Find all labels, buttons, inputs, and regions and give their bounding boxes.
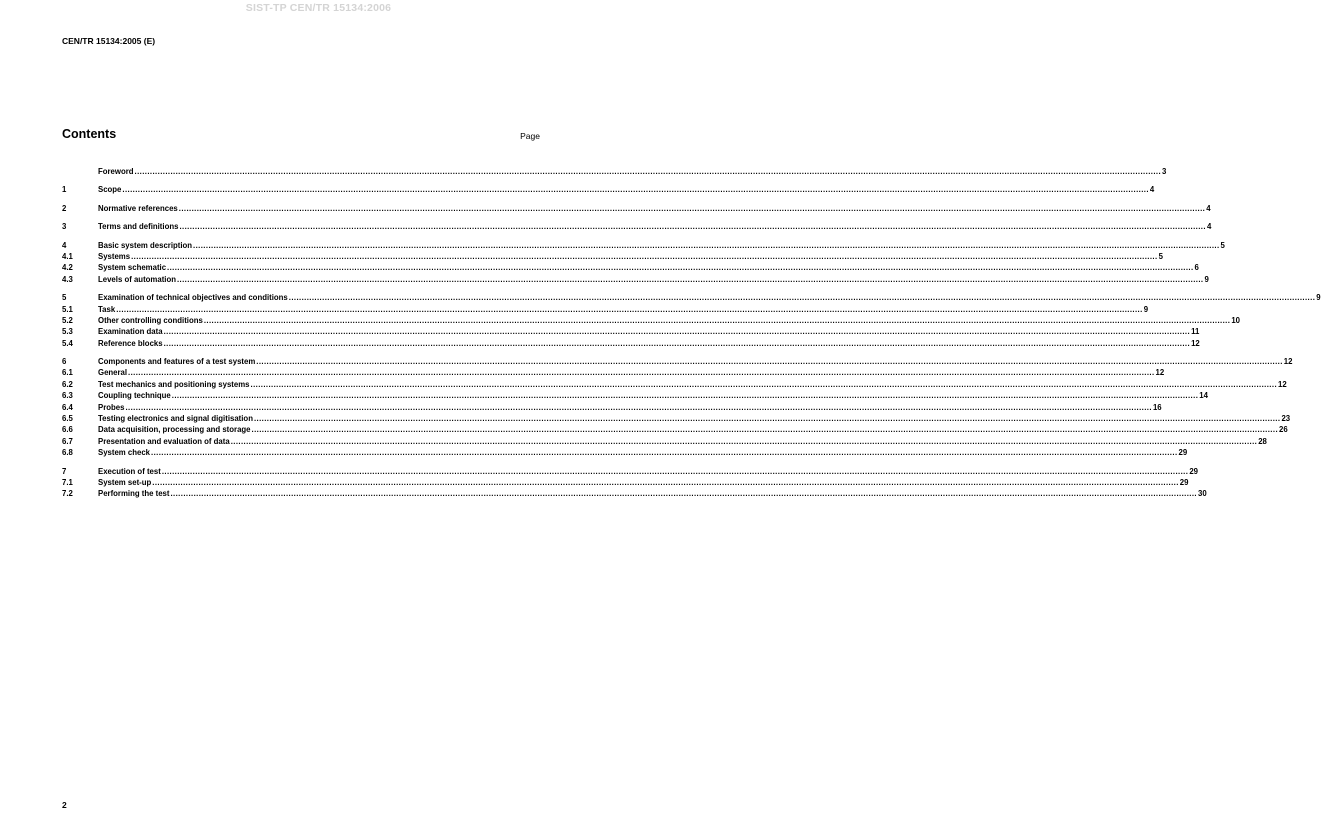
- toc-dot-leader: ................................................................................................................................................................................................................................................................................................................................................................................................................: [134, 167, 1162, 176]
- toc-entry[interactable]: [62, 402, 1162, 413]
- toc-entry-number: 6.4: [62, 402, 73, 412]
- toc-entry[interactable]: [62, 240, 1225, 251]
- toc-entry-number: 3: [62, 222, 67, 232]
- toc-entry-number: 4.1: [62, 251, 73, 261]
- toc-dot-leader: ................................................................................................................................................................................................................................................................................................................................................................................................................: [152, 477, 1179, 487]
- toc-entry-number: 7.1: [62, 477, 73, 487]
- toc-entry-title: Testing electronics and signal digitisation: [98, 414, 253, 424]
- toc-dot-leader: ................................................................................................................................................................................................................................................................................................................................................................................................................: [163, 327, 1191, 337]
- toc-section: [62, 240, 1225, 286]
- toc-entry-number: 5.1: [62, 304, 73, 314]
- toc-entry-title: Systems: [98, 251, 131, 261]
- toc-entry-title: Coupling technique: [98, 391, 171, 401]
- toc-entry-page: 26: [1279, 425, 1288, 435]
- toc-entry-page: 30: [1197, 489, 1207, 499]
- document-id: CEN/TR 15134:2005 (E): [62, 36, 156, 46]
- toc-entry[interactable]: [62, 338, 1200, 349]
- toc-entry[interactable]: [62, 436, 1267, 447]
- toc-entry-number: 5.3: [62, 327, 73, 337]
- contents-heading: Contents: [62, 127, 117, 141]
- toc-entry[interactable]: [62, 477, 1189, 488]
- toc-entry-page: 23: [1281, 414, 1291, 424]
- toc-entry[interactable]: [62, 262, 1199, 273]
- toc-dot-leader: ................................................................................................................................................................................................................................................................................................................................................................................................................: [256, 357, 1283, 367]
- toc-entry-title: Normative references: [98, 203, 178, 213]
- toc-entry[interactable]: [62, 166, 1167, 177]
- toc-entry-number: 4.2: [62, 263, 73, 273]
- toc-entry[interactable]: [62, 466, 1199, 477]
- toc-entry-title: Scope: [98, 185, 122, 195]
- toc-entry-page: 28: [1258, 436, 1267, 446]
- toc-entry-number: 4.3: [62, 274, 73, 284]
- toc-section: [62, 356, 1293, 459]
- toc-entry[interactable]: [62, 315, 1241, 326]
- toc-dot-leader: ................................................................................................................................................................................................................................................................................................................................................................................................................: [230, 436, 1258, 446]
- toc-entry-number: 6.6: [62, 425, 73, 435]
- toc-entry[interactable]: [62, 304, 1149, 315]
- toc-entry-number: 6.3: [62, 391, 73, 401]
- toc-section: [62, 292, 1321, 349]
- toc-dot-leader: ................................................................................................................................................................................................................................................................................................................................................................................................................: [122, 185, 1149, 195]
- toc-entry-title: System check: [98, 448, 151, 458]
- toc-entry-number: 1: [62, 185, 67, 195]
- toc-dot-leader: ................................................................................................................................................................................................................................................................................................................................................................................................................: [176, 274, 1204, 284]
- toc-section: [62, 203, 1211, 214]
- toc-dot-leader: ................................................................................................................................................................................................................................................................................................................................................................................................................: [171, 391, 1199, 401]
- toc-entry-title: Presentation and evaluation of data: [98, 436, 230, 446]
- toc-entry-number: 7.2: [62, 489, 73, 499]
- toc-entry-title: Terms and definitions: [98, 222, 179, 232]
- toc-entry[interactable]: [62, 251, 1163, 262]
- toc-entry-title: Probes: [98, 402, 125, 412]
- toc-entry[interactable]: [62, 447, 1188, 458]
- toc-entry-page: 12: [1155, 368, 1165, 378]
- toc-entry-number: 6.2: [62, 379, 73, 389]
- toc-entry-number: 6.5: [62, 414, 73, 424]
- toc-section: [62, 184, 1155, 195]
- toc-entry-title: General: [98, 368, 128, 378]
- toc-dot-leader: ................................................................................................................................................................................................................................................................................................................................................................................................................: [163, 338, 1191, 348]
- toc-section: [62, 221, 1212, 232]
- toc-section: [62, 166, 1167, 177]
- toc-dot-leader: ................................................................................................................................................................................................................................................................................................................................................................................................................: [253, 414, 1281, 424]
- toc-entry-title: Basic system description: [98, 240, 193, 250]
- toc-entry-title: Foreword: [98, 167, 134, 176]
- toc-entry[interactable]: [62, 488, 1207, 499]
- page-column-label: Page: [520, 131, 540, 141]
- toc-dot-leader: ................................................................................................................................................................................................................................................................................................................................................................................................................: [170, 489, 1197, 499]
- toc-entry-page: 3: [1162, 167, 1167, 176]
- toc-entry-number: 5.2: [62, 315, 73, 325]
- toc-entry[interactable]: [62, 413, 1291, 424]
- toc-entry-page: 4: [1206, 203, 1211, 213]
- toc-entry-title: Reference blocks: [98, 338, 163, 348]
- toc-entry-number: 6.7: [62, 436, 73, 446]
- toc-entry[interactable]: [62, 390, 1208, 401]
- toc-entry[interactable]: [62, 274, 1209, 285]
- toc-entry-title: System set-up: [98, 477, 152, 487]
- toc-entry[interactable]: [62, 424, 1288, 435]
- toc-entry-page: 4: [1149, 185, 1155, 195]
- toc-dot-leader: ................................................................................................................................................................................................................................................................................................................................................................................................................: [161, 466, 1189, 476]
- toc-entry-title: Data acquisition, processing and storage: [98, 425, 251, 435]
- toc-entry-number: 2: [62, 203, 67, 213]
- toc-entry-title: Levels of automation: [98, 274, 176, 284]
- toc-entry-page: 11: [1191, 327, 1200, 337]
- toc-entry-title: Task: [98, 304, 116, 314]
- toc-section: [62, 466, 1207, 500]
- toc-dot-leader: ................................................................................................................................................................................................................................................................................................................................................................................................................: [178, 203, 1206, 213]
- toc-entry[interactable]: [62, 203, 1211, 214]
- toc-entry[interactable]: [62, 221, 1212, 232]
- toc-entry-number: 6.8: [62, 448, 73, 458]
- toc-entry-page: 14: [1199, 391, 1208, 401]
- toc-entry-page: 12: [1278, 379, 1287, 389]
- toc-entry-title: Test mechanics and positioning systems: [98, 379, 250, 389]
- toc-dot-leader: ................................................................................................................................................................................................................................................................................................................................................................................................................: [250, 379, 1278, 389]
- toc-entry-page: 5: [1158, 251, 1163, 261]
- toc-entry-page: 9: [1143, 304, 1149, 314]
- toc-entry-page: 12: [1283, 357, 1293, 367]
- toc-entry-page: 29: [1178, 448, 1188, 458]
- toc-entry-page: 29: [1189, 466, 1199, 476]
- toc-entry-page: 16: [1152, 402, 1162, 412]
- toc-entry-page: 10: [1231, 315, 1241, 325]
- toc-entry-title: Performing the test: [98, 489, 170, 499]
- table-of-contents: [62, 166, 1321, 507]
- toc-entry-title: Components and features of a test system: [98, 357, 256, 367]
- toc-entry-number: 6: [62, 357, 67, 367]
- toc-entry-page: 5: [1220, 240, 1225, 250]
- toc-entry-page: 6: [1194, 263, 1199, 273]
- toc-entry-title: Examination data: [98, 327, 163, 337]
- toc-dot-leader: ................................................................................................................................................................................................................................................................................................................................................................................................................: [179, 222, 1206, 232]
- toc-entry-page: 4: [1206, 222, 1212, 232]
- page-number: 2: [62, 800, 67, 810]
- toc-entry-title: Examination of technical objectives and conditions: [98, 293, 288, 303]
- toc-entry-number: 7: [62, 466, 67, 476]
- toc-entry[interactable]: [62, 379, 1287, 390]
- toc-entry-page: 29: [1179, 477, 1189, 487]
- toc-entry-number: 5: [62, 293, 67, 303]
- toc-dot-leader: ................................................................................................................................................................................................................................................................................................................................................................................................................: [193, 240, 1220, 250]
- toc-dot-leader: ................................................................................................................................................................................................................................................................................................................................................................................................................: [125, 402, 1152, 412]
- toc-entry-page: 9: [1204, 274, 1209, 284]
- toc-dot-leader: ................................................................................................................................................................................................................................................................................................................................................................................................................: [288, 293, 1316, 303]
- toc-entry-title: Other controlling conditions: [98, 315, 203, 325]
- toc-dot-leader: ................................................................................................................................................................................................................................................................................................................................................................................................................: [151, 448, 1178, 458]
- toc-entry[interactable]: [62, 292, 1321, 303]
- toc-entry-title: System schematic: [98, 263, 167, 273]
- toc-entry-page: 12: [1191, 338, 1200, 348]
- toc-entry-number: 6.1: [62, 368, 73, 378]
- toc-dot-leader: ................................................................................................................................................................................................................................................................................................................................................................................................................: [167, 263, 1194, 273]
- toc-entry-number: 5.4: [62, 338, 73, 348]
- toc-dot-leader: ................................................................................................................................................................................................................................................................................................................................................................................................................: [203, 315, 1231, 325]
- toc-entry-page: 9: [1316, 293, 1321, 303]
- toc-entry-title: Execution of test: [98, 466, 161, 476]
- toc-entry[interactable]: [62, 356, 1293, 367]
- toc-dot-leader: ................................................................................................................................................................................................................................................................................................................................................................................................................: [251, 425, 1279, 435]
- watermark: SIST-TP CEN/TR 15134:2006: [245, 2, 392, 14]
- toc-entry[interactable]: [62, 184, 1155, 195]
- toc-entry[interactable]: [62, 367, 1165, 378]
- toc-dot-leader: ................................................................................................................................................................................................................................................................................................................................................................................................................: [116, 304, 1143, 314]
- toc-entry[interactable]: [62, 326, 1200, 337]
- toc-dot-leader: ................................................................................................................................................................................................................................................................................................................................................................................................................: [131, 251, 1158, 261]
- toc-dot-leader: ................................................................................................................................................................................................................................................................................................................................................................................................................: [128, 368, 1155, 378]
- toc-entry-number: 4: [62, 240, 67, 250]
